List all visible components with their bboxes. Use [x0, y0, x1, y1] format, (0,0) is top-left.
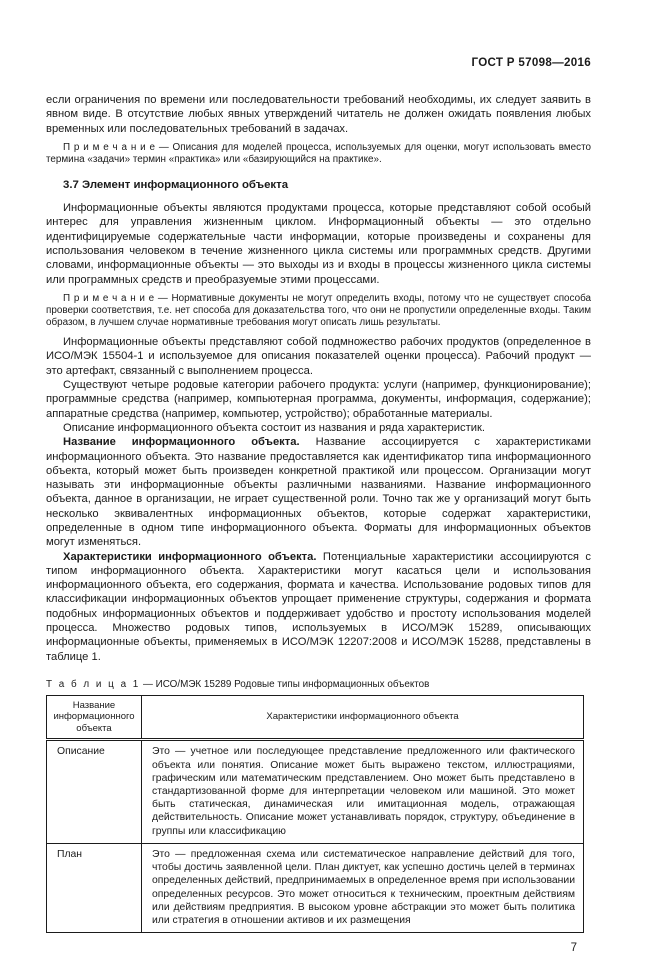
table-caption-label: Т а б л и ц а 1 — [46, 678, 141, 690]
table-col-header-characteristics: Характеристики информационного объекта — [142, 695, 584, 740]
table-cell-characteristics: Это — предложенная схема или систематическое направление действий для того, чтобы достичь заявленной цели. План диктует, как успешно достичь целей в терминах определенных действий, предпринимаемых в определенное время при использовании определенных ресурсов. Это может относиться к техническим, проектным действиям или действиям предприятия. В высоком уровне абстракции это может быть политика или стратегия в отношении активов и их размещения — [142, 843, 584, 932]
table-caption — [46, 679, 591, 691]
paragraph-characteristics — [46, 550, 591, 664]
table-cell-characteristics: Это — учетное или последующее представление предложенного или фактического объекта или понятия. Описание может быть выражено текстом, иллюстрациями, графическим или математическим представлением. Оно может быть представлено в стандартизованной форме для интерпретации человеком или машиной. Это может быть статическая, динамическая или имитационная модель, отражающая действительность. Описание может устанавливать порядок, структуру, объединение в группы или классификацию — [142, 740, 584, 843]
paragraph-name — [46, 435, 591, 549]
paragraph-categories: Существуют четыре родовые категории рабочего продукта: услуги (например, функционирование); программные средства (например, компьютерная программа, документы, информация, содержание); аппаратные средства (например, компьютер, устройство); обработанные материалы. — [46, 379, 591, 420]
paragraph-name-lead: Название информационного объекта. — [63, 436, 300, 449]
note-tasks: П р и м е ч а н и е — Описания для моделей процесса, используемых для оценки, могут использовать вместо термина «задачи» термин «практика» или «базирующийся на практике». — [46, 141, 591, 165]
paragraph-info-objects: Информационные объекты являются продуктами процесса, которые представляют собой особый интерес для управления жизненным циклом. Информационный объекты — это отдельно идентифицируемые содержательные части информации, которые произведены и сохранены для использования человеком в течение жизненного цикла системы или программных средств. Другими словами, информационные объекты — это выходы из и входы в процессы жизненного цикла системы или программных средств и преобразуемые этими процессами. — [46, 202, 591, 286]
table-row — [47, 740, 584, 843]
table-col-header-name: Название информационного объекта — [47, 695, 142, 740]
table-header-row — [47, 695, 584, 740]
paragraph-characteristics-lead: Характеристики информационного объекта. — [63, 550, 317, 563]
paragraph-subset: Информационные объекты представляют собой подмножество рабочих продуктов (определенное в ИСО/МЭК 15504-1 и используемое для описания показателей оценки процесса). Рабочий продукт — это артефакт, связанный с выполнением процесса. — [46, 336, 591, 377]
table-caption-text: — ИСО/МЭК 15289 Родовые типы информационных объектов — [140, 678, 430, 690]
table-cell-name: План — [47, 843, 142, 932]
info-object-types-table — [46, 695, 584, 933]
table-cell-name: Описание — [47, 740, 142, 843]
table-row — [47, 843, 584, 932]
section-heading: 3.7 Элемент информационного объекта — [63, 179, 289, 192]
paragraph-characteristics-text: Потенциальные характеристики ассоциируются с типом информационного объекта. Характеристики могут касаться цели и использования информационного объекта, его содержания, формата и качества. Использование родовых типов для классификации информационных объектов упрощает применение структуры, содержания и формата подобных информационных объектов и поддерживает удобство и простоту использования моделей процесса. Множество родовых типов, используемых в ИСО/МЭК 15289, описывающих информационные объекты, применяемых в ИСО/МЭК 12207:2008 и ИСО/МЭК 15288, представлены в таблице 1. — [46, 550, 591, 663]
note-normative-docs: П р и м е ч а н и е — Нормативные документы не могут определить входы, потому что не существует способа проверки соответствия, т.е. нет способа для доказательства того, что они не пропустили определенные входы. Таким образом, в лучшем случае нормативные требования могут описать лишь результаты. — [46, 292, 591, 329]
paragraph-name-text: Название ассоциируется с характеристиками информационного объекта. Это название предоставляется как идентификатор типа информационного объекта, который может быть произведен конкретной практикой или процессом. Организации могут называть эти информационные объекты различными названиями. Название информационного объекта, данное в организации, не играет существенной роли. Точно так же у организаций могут быть несколько эквивалентных информационных объектов, которые содержат характеристики, определенные в одном типе информационного объекта. Форматы для информационных объектов могут изменяться. — [46, 436, 591, 549]
paragraph-intro: если ограничения по времени или последовательности требований необходимы, их следует заявить в явном виде. В отсутствие любых явных утверждений читатель не должен ожидать появления любых временных или последовательных требований в задачах. — [46, 94, 591, 135]
doc-header: ГОСТ Р 57098—2016 — [471, 56, 591, 69]
page-number: 7 — [570, 942, 577, 954]
paragraph-description: Описание информационного объекта состоит из названия и ряда характеристик. — [63, 421, 485, 434]
page-content — [46, 56, 591, 954]
